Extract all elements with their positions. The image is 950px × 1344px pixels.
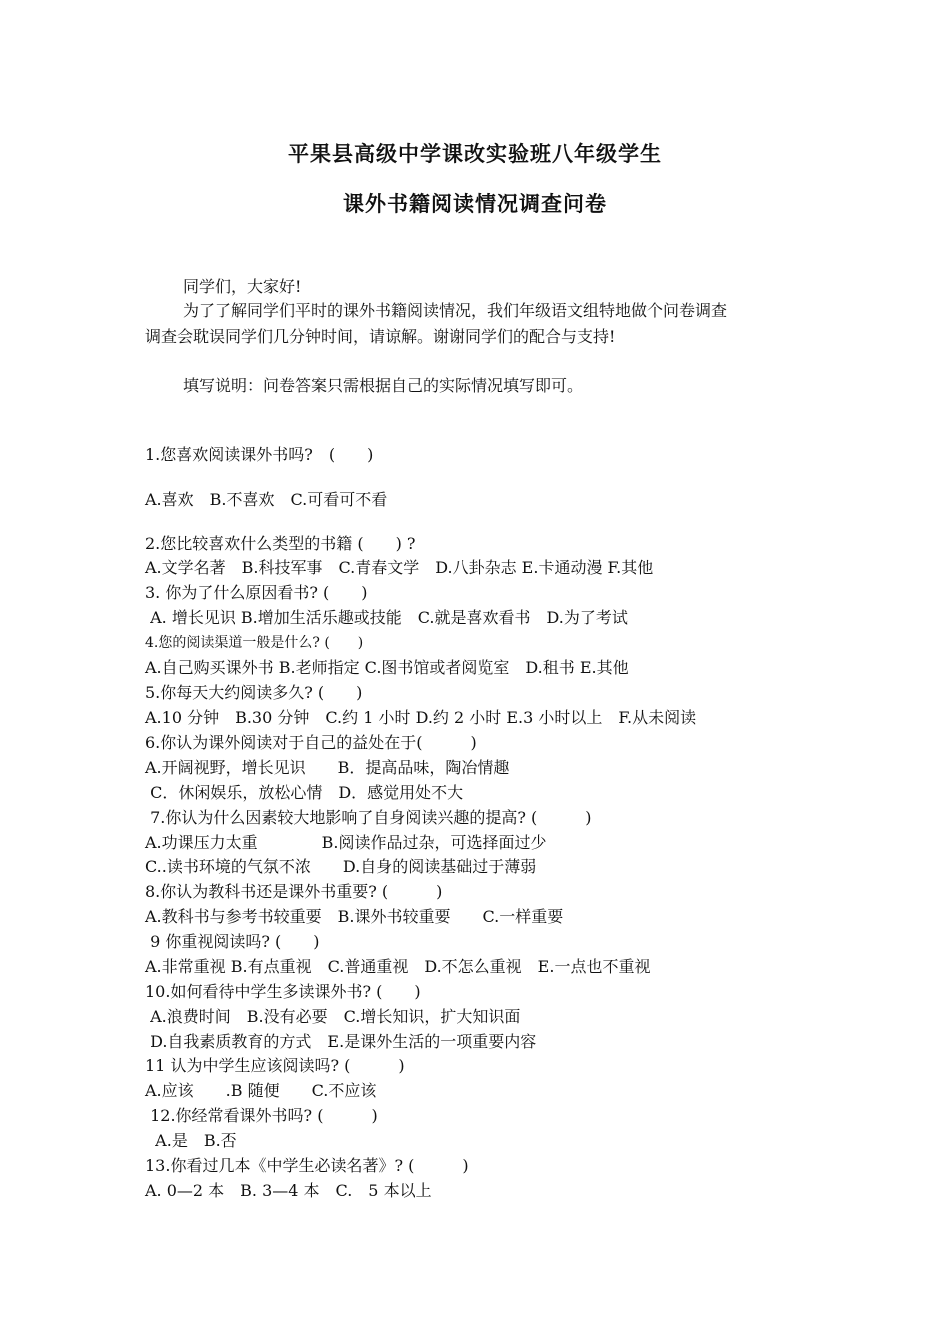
question-10: 10.如何看待中学生多读课外书? ( ) — [145, 982, 421, 1001]
question-4-options: A.自己购买课外书 B.老师指定 C.图书馆或者阅览室 D.租书 E.其他 — [145, 658, 629, 677]
question-6-options-line2: C．休闲娱乐，放松心情 D．感觉用处不大 — [145, 783, 464, 802]
question-2-options: A.文学名著 B.科技军事 C.青春文学 D.八卦杂志 E.卡通动漫 F.其他 — [145, 558, 654, 577]
question-7: 7.你认为什么因素较大地影响了自身阅读兴趣的提高? ( ) — [145, 808, 592, 827]
intro-paragraph-line1: 为了了解同学们平时的课外书籍阅读情况，我们年级语文组特地做个问卷调查 — [183, 301, 728, 320]
question-8-options: A.教科书与参考书较重要 B.课外书较重要 C.一样重要 — [145, 907, 564, 926]
instructions: 填写说明：问卷答案只需根据自己的实际情况填写即可。 — [183, 376, 584, 395]
question-7-options-line1: A.功课压力太重 B.阅读作品过杂，可选择面过少 — [145, 833, 547, 852]
question-6: 6.你认为课外阅读对于自己的益处在于( ) — [145, 733, 477, 752]
question-9: 9 你重视阅读吗? ( ) — [145, 932, 320, 951]
question-4: 4.您的阅读渠道一般是什么? ( ) — [145, 635, 364, 651]
greeting: 同学们，大家好! — [183, 277, 302, 296]
question-5-options: A.10 分钟 B.30 分钟 C.约 1 小时 D.约 2 小时 E.3 小时以上 F.从未阅读 — [145, 708, 697, 727]
question-13-options: A. 0—2 本 B. 3—4 本 C. 5 本以上 — [145, 1181, 432, 1200]
question-10-options-line1: A.浪费时间 B.没有必要 C.增长知识，扩大知识面 — [145, 1007, 521, 1026]
question-9-options: A.非常重视 B.有点重视 C.普通重视 D.不怎么重视 E.一点也不重视 — [145, 957, 651, 976]
question-13: 13.你看过几本《中学生必读名著》? ( ) — [145, 1156, 469, 1175]
question-5: 5.你每天大约阅读多久? ( ) — [145, 683, 363, 702]
question-12-options: A.是 B.否 — [145, 1131, 237, 1150]
document-title-line2: 课外书籍阅读情况调查问卷 — [343, 191, 607, 216]
question-8: 8.你认为教科书还是课外书重要? ( ) — [145, 882, 443, 901]
question-6-options-line1: A.开阔视野，增长见识 B．提高品味，陶冶情趣 — [145, 758, 510, 777]
question-12: 12.你经常看课外书吗? ( ) — [145, 1106, 378, 1125]
question-10-options-line2: D.自我素质教育的方式 E.是课外生活的一项重要内容 — [145, 1032, 537, 1051]
question-11: 11 认为中学生应该阅读吗? ( ) — [145, 1056, 405, 1075]
question-1-options: A.喜欢 B.不喜欢 C.可看可不看 — [145, 490, 388, 509]
question-7-options-line2: C..读书环境的气氛不浓 D.自身的阅读基础过于薄弱 — [145, 857, 537, 876]
question-3-options: A. 增长见识 B.增加生活乐趣或技能 C.就是喜欢看书 D.为了考试 — [145, 608, 628, 627]
question-2: 2.您比较喜欢什么类型的书籍 ( ) ? — [145, 534, 416, 553]
document-title-line1: 平果县高级中学课改实验班八年级学生 — [288, 141, 662, 166]
intro-paragraph-line2: 调查会耽误同学们几分钟时间，请谅解。谢谢同学们的配合与支持! — [145, 327, 616, 346]
question-11-options: A.应该 .B 随便 C.不应该 — [145, 1081, 377, 1100]
question-3: 3. 你为了什么原因看书? ( ) — [145, 583, 368, 602]
question-1: 1.您喜欢阅读课外书吗? ( ) — [145, 445, 374, 464]
